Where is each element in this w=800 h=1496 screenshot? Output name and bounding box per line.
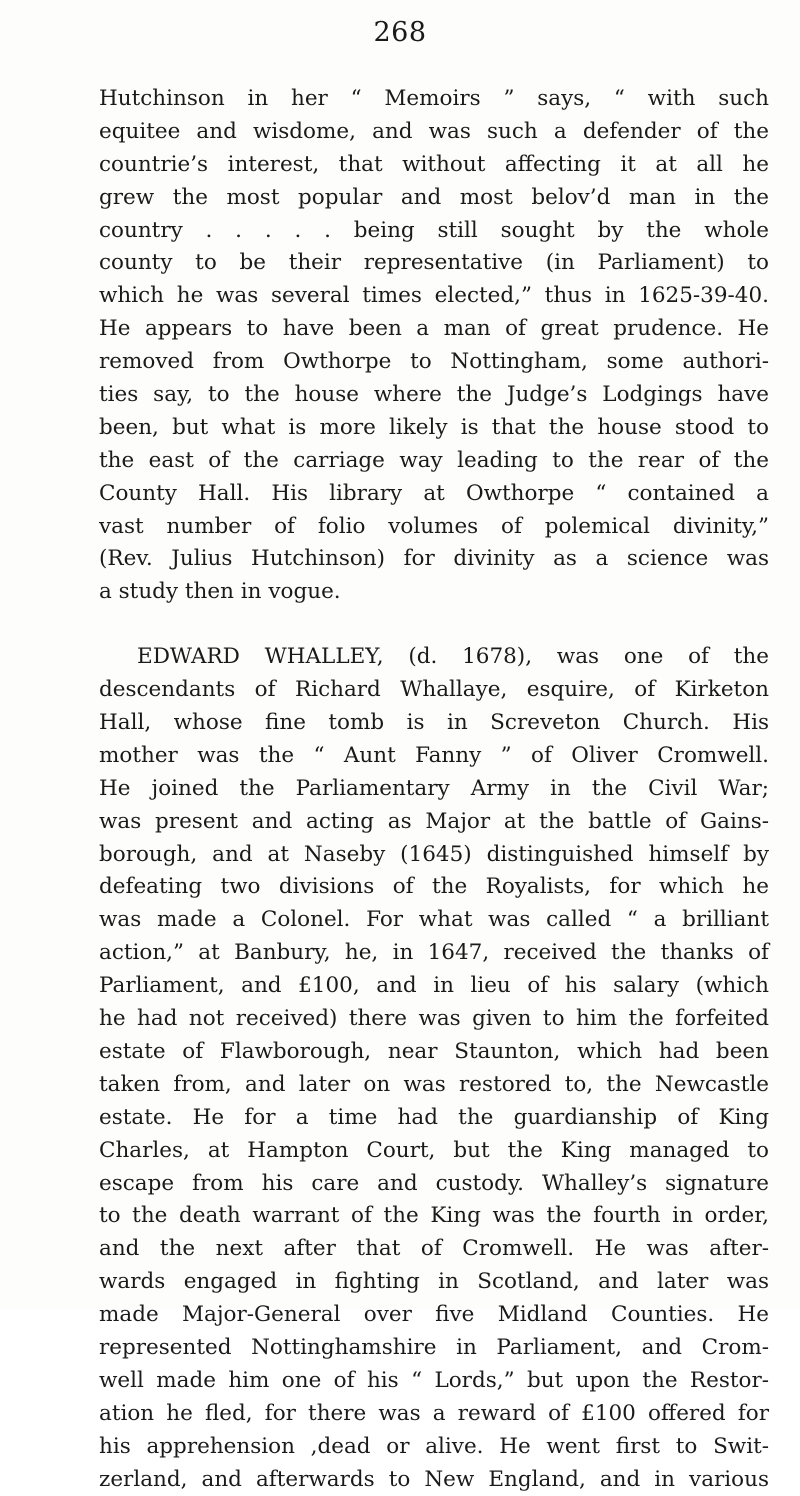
text-line: country . . . . . being still sought by the whole [99, 217, 769, 243]
text-line: County Hall. His library at Owthorpe “ contained a [99, 480, 769, 506]
text-line: vast number of folio volumes of polemical divinity,” [99, 513, 769, 539]
body-text [99, 83, 769, 1496]
text-line: represented Nottinghamshire in Parliament, and Crom- [99, 1334, 769, 1360]
text-line: wards engaged in fighting in Scotland, and later was [99, 1269, 769, 1295]
text-line: was made a Colonel. For what was called “ a brilliant [99, 907, 769, 933]
text-line: countrie’s interest, that without affecting it at all he [99, 151, 769, 177]
text-line: Parliament, and £100, and in lieu of his salary (which [99, 973, 769, 999]
text-line: a study then in vogue. [99, 579, 341, 605]
text-line: he had not received) there was given to him the forfeited [99, 1006, 769, 1032]
text-line: defeating two divisions of the Royalists, for which he [99, 874, 769, 900]
text-line: and the next after that of Cromwell. He was after- [99, 1236, 769, 1262]
text-line: well made him one of his “ Lords,” but upon the Restor- [99, 1367, 769, 1393]
page-number: 268 [373, 17, 427, 48]
text-line: ties say, to the house where the Judge’s Lodgings have [99, 382, 769, 408]
paragraph-hutchinson [99, 83, 769, 609]
text-line: (Rev. Julius Hutchinson) for divinity as a science was [99, 546, 769, 572]
text-line: the east of the carriage way leading to the rear of the [99, 447, 769, 473]
text-line: estate. He for a time had the guardianship of King [99, 1104, 769, 1130]
text-line: ation he fled, for there was a reward of £100 offered for [99, 1400, 769, 1426]
text-line: taken from, and later on was restored to, the Newcastle [99, 1071, 769, 1097]
text-line: escape from his care and custody. Whalley’s signature [99, 1170, 769, 1196]
text-line: was present and acting as Major at the battle of Gains- [99, 808, 769, 834]
text-line: Hall, whose fine tomb is in Screveton Church. His [99, 710, 769, 736]
text-line: mother was the “ Aunt Fanny ” of Oliver Cromwell. [99, 742, 769, 768]
text-line: been, but what is more likely is that the house stood to [99, 414, 769, 440]
text-line: borough, and at Naseby (1645) distinguished himself by [99, 841, 769, 867]
text-line: zerland, and afterwards to New England, and in various [99, 1466, 769, 1492]
text-line: Hutchinson in her “ Memoirs ” says, “ with such [99, 86, 769, 111]
text-line: EDWARD WHALLEY, (d. 1678), was one of the [137, 644, 769, 670]
text-line: descendants of Richard Whallaye, esquire, of Kirketon [99, 677, 769, 703]
text-line: county to be their representative (in Parliament) to [99, 250, 769, 276]
text-line: equitee and wisdome, and was such a defender of the [99, 118, 769, 144]
text-line: which he was several times elected,” thus in 1625-39-40. [99, 283, 769, 309]
text-line: made Major-General over five Midland Counties. He [99, 1302, 769, 1328]
text-line: removed from Owthorpe to Nottingham, some authori- [99, 349, 769, 375]
text-line: He joined the Parliamentary Army in the Civil War; [99, 775, 769, 801]
text-line: his apprehension ,dead or alive. He went first to Swit- [99, 1433, 769, 1459]
text-line: grew the most popular and most belov’d man in the [99, 184, 769, 210]
text-line: to the death warrant of the King was the fourth in order, [99, 1203, 769, 1229]
text-line: action,” at Banbury, he, in 1647, received the thanks of [99, 940, 769, 966]
text-line: estate of Flawborough, near Staunton, which had been [99, 1038, 769, 1064]
text-line: He appears to have been a man of great prudence. He [99, 316, 769, 342]
text-line: Charles, at Hampton Court, but the King managed to [99, 1137, 769, 1163]
paragraph-gap [99, 609, 769, 641]
paragraph-edward-whalley [99, 641, 769, 1496]
